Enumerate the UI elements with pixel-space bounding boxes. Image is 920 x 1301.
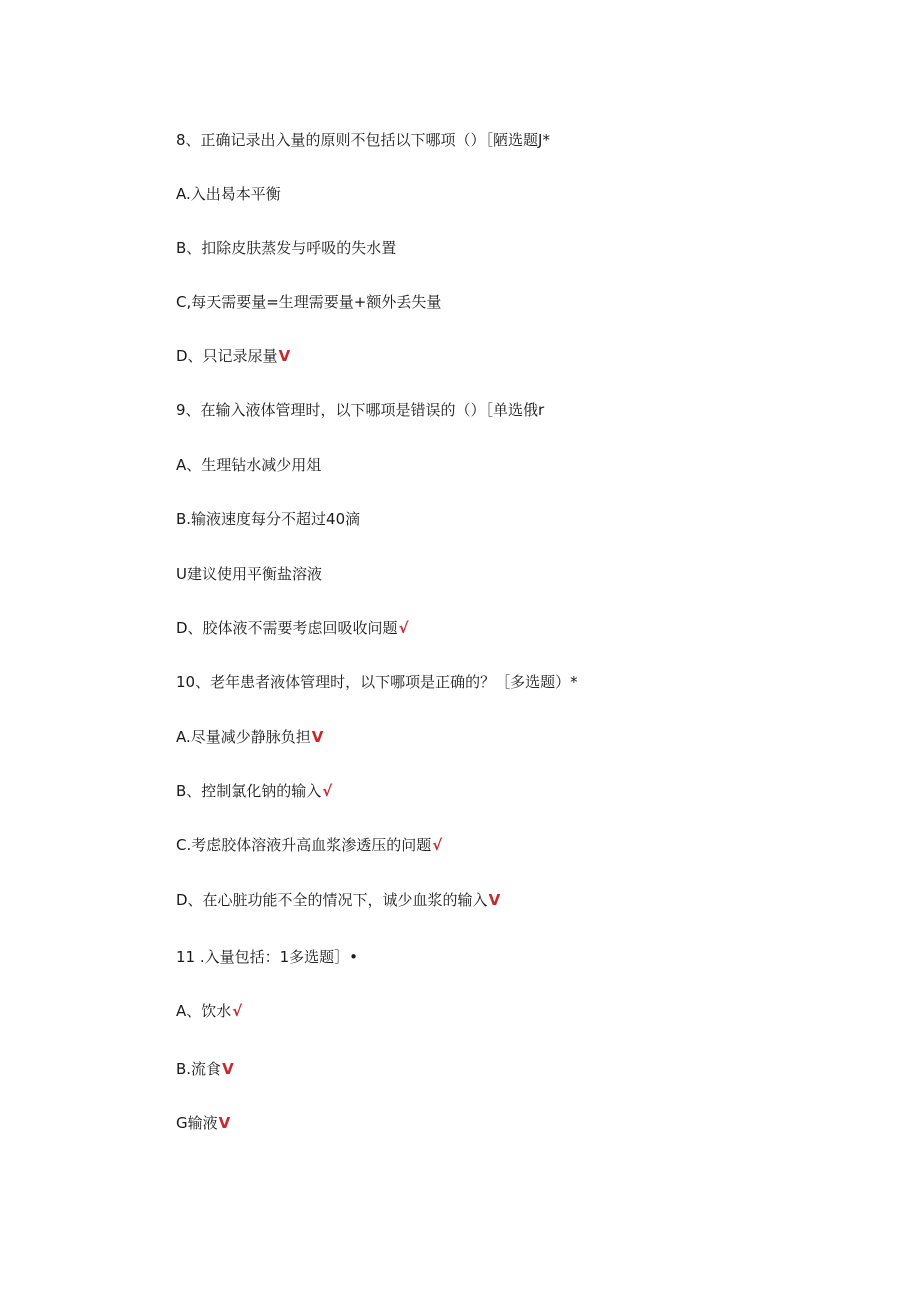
option-text: A.入出曷本平衡 bbox=[176, 185, 281, 203]
option-text: D、胶体液不需要考虑回吸收问题 bbox=[176, 619, 398, 637]
question-10-option-a bbox=[176, 727, 323, 747]
question-9-text bbox=[176, 400, 544, 420]
question-9-option-d bbox=[176, 618, 409, 638]
option-text: B、控制氯化钠的输入 bbox=[176, 782, 322, 800]
question-10-option-d bbox=[176, 890, 500, 910]
check-mark: V bbox=[278, 347, 291, 365]
question-text: 10、老年患者液体管理时，以下哪项是正确的？［多选题）* bbox=[176, 673, 578, 691]
question-11-option-a bbox=[176, 1001, 242, 1021]
option-text: B.输液速度每分不超过40滴 bbox=[176, 510, 361, 528]
question-8-option-c bbox=[176, 292, 442, 312]
option-text: A、饮水 bbox=[176, 1002, 232, 1020]
question-10-option-c bbox=[176, 835, 442, 855]
check-mark: V bbox=[488, 891, 501, 909]
check-mark: √ bbox=[398, 619, 409, 637]
question-8-option-d bbox=[176, 346, 290, 366]
question-text: 8、正确记录出入量的原则不包括以下哪项（）［陋选题J* bbox=[176, 131, 550, 149]
option-text: A.尽量减少静脉负担 bbox=[176, 728, 311, 746]
option-text: U建议使用平衡盐溶液 bbox=[176, 565, 322, 583]
question-9-option-b bbox=[176, 509, 361, 529]
option-text: G输液 bbox=[176, 1114, 218, 1132]
question-11-option-b bbox=[176, 1059, 234, 1079]
option-text: B.流食 bbox=[176, 1060, 222, 1078]
question-11-option-c bbox=[176, 1113, 230, 1133]
check-mark: V bbox=[218, 1114, 231, 1132]
question-text: 11 .入量包括：1多选题］• bbox=[176, 948, 359, 966]
question-10-text bbox=[176, 672, 578, 692]
option-text: A、生理钻水减少用俎 bbox=[176, 456, 322, 474]
check-mark: √ bbox=[432, 836, 443, 854]
question-8-text bbox=[176, 130, 550, 150]
option-text: C,每天需要量=生理需要量+额外丢失量 bbox=[176, 293, 442, 311]
option-text: C.考虑胶体溶液升高血浆渗透压的问题 bbox=[176, 836, 432, 854]
question-text: 9、在输入液体管理时，以下哪项是错误的（）［单选俄r bbox=[176, 401, 545, 419]
check-mark: √ bbox=[232, 1002, 243, 1020]
question-8-option-a bbox=[176, 184, 282, 204]
check-mark: √ bbox=[322, 782, 333, 800]
question-9-option-c bbox=[176, 564, 323, 584]
question-8-option-b bbox=[176, 238, 397, 258]
question-9-option-a bbox=[176, 455, 322, 475]
question-10-option-b bbox=[176, 781, 332, 801]
question-11-text bbox=[176, 947, 358, 967]
check-mark: V bbox=[222, 1060, 234, 1078]
check-mark: V bbox=[311, 728, 324, 746]
option-text: D、在心脏功能不全的情况下，诚少血浆的输入 bbox=[176, 891, 488, 909]
option-text: B、扣除皮肤蒸发与呼吸的失水置 bbox=[176, 239, 397, 257]
option-text: D、只记录尿量 bbox=[176, 347, 278, 365]
